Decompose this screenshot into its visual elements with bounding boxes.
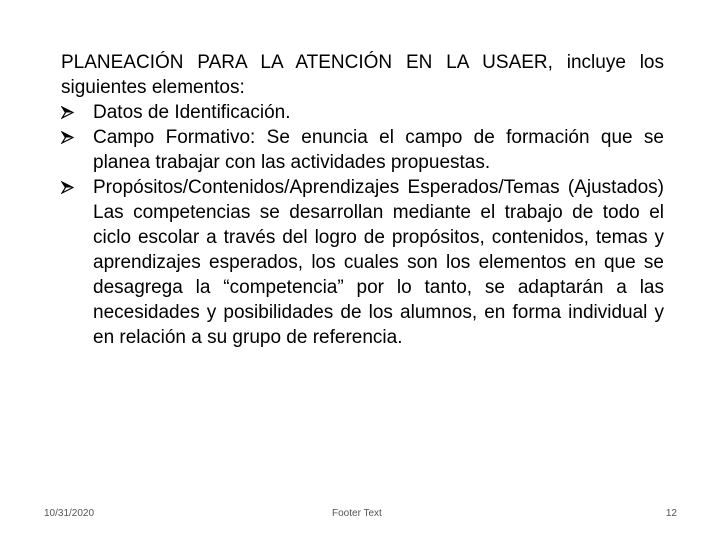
slide-body	[61, 50, 664, 350]
bullet-text: Datos de Identificación.	[93, 102, 291, 123]
bullet-text: Campo Formativo: Se enuncia el campo de formación que se planea trabajar con las actividades propuestas.	[93, 127, 664, 173]
footer-date: 10/31/2020	[44, 508, 95, 519]
page-number: 12	[665, 508, 677, 519]
bullet-item	[61, 100, 664, 125]
bullet-text: Propósitos/Contenidos/Aprendizajes Esperados/Temas (Ajustados) Las competencias se desarrollan mediante el trabajo de todo el ciclo escolar a través del logro de propósitos, contenidos, temas y aprendizajes esperados, los cuales son los elementos en que se desagrega la “competencia” por lo tanto, se adaptarán a las necesidades y posibilidades de los alumnos, en forma individual y en relación a su grupo de referencia.	[93, 177, 664, 348]
bullet-list	[61, 100, 664, 350]
arrowhead-bullet-icon	[61, 175, 75, 200]
bullet-item	[61, 125, 664, 175]
arrowhead-bullet-icon	[61, 100, 75, 125]
intro-paragraph: PLANEACIÓN PARA LA ATENCIÓN EN LA USAER, incluye los siguientes elementos:	[61, 52, 664, 98]
bullet-item	[61, 175, 664, 350]
arrowhead-bullet-icon	[61, 125, 75, 150]
footer-text: Footer Text	[332, 508, 382, 519]
